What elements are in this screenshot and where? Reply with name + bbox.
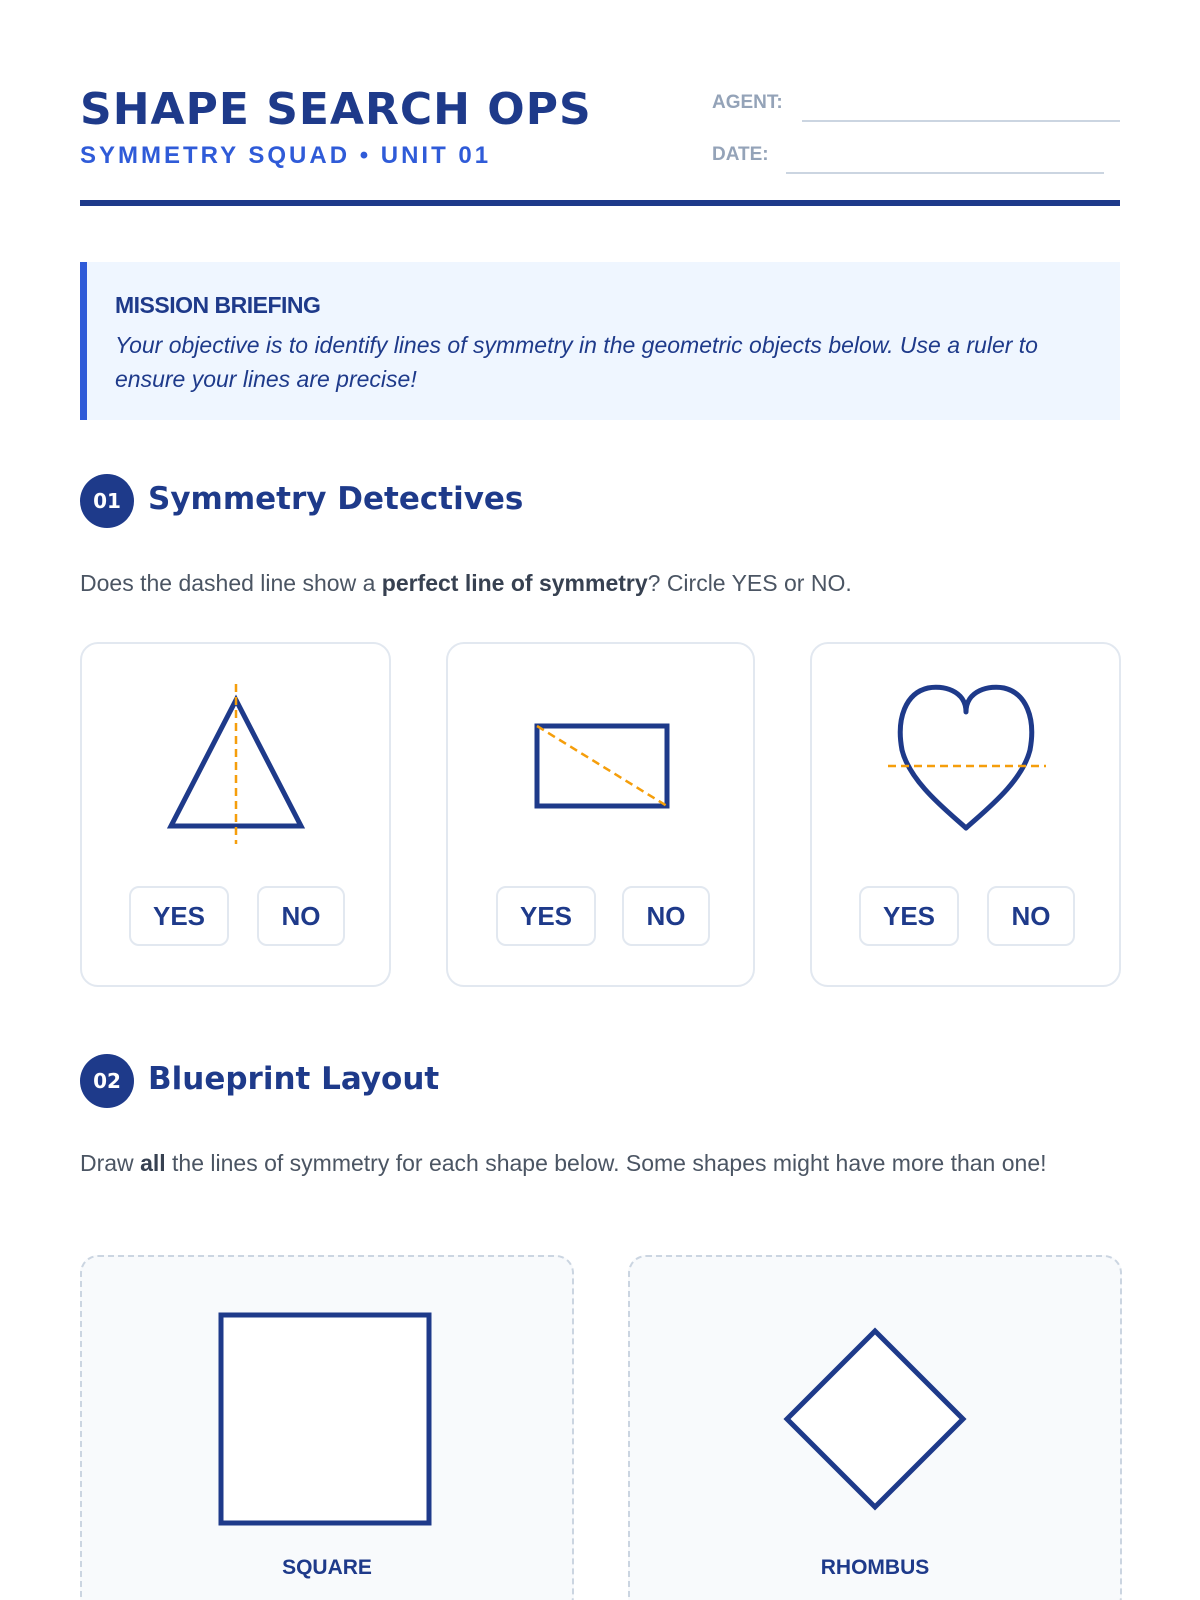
agent-label: AGENT: bbox=[712, 92, 783, 113]
yes-button[interactable]: YES bbox=[859, 886, 959, 946]
rhombus-icon bbox=[765, 1307, 985, 1527]
triangle-icon bbox=[136, 680, 336, 860]
yes-button[interactable]: YES bbox=[129, 886, 229, 946]
no-button[interactable]: NO bbox=[987, 886, 1075, 946]
date-label: DATE: bbox=[712, 144, 769, 165]
section-1-title: Symmetry Detectives bbox=[148, 481, 524, 517]
yes-button[interactable]: YES bbox=[496, 886, 596, 946]
worksheet-title: SHAPE SEARCH OPS bbox=[80, 84, 592, 135]
section-1-instructions: Does the dashed line show a perfect line of symmetry? Circle YES or NO. bbox=[80, 570, 852, 596]
date-field[interactable] bbox=[712, 136, 1120, 176]
shape-label-rhombus: RHOMBUS bbox=[820, 1556, 930, 1579]
instruction-emphasis: perfect line of symmetry bbox=[381, 570, 648, 596]
worksheet-header bbox=[80, 80, 1120, 206]
agent-write-line[interactable] bbox=[802, 120, 1120, 122]
no-button[interactable]: NO bbox=[622, 886, 710, 946]
briefing-text: Your objective is to identify lines of symmetry in the geometric objects below. Use a ruler to ensure your lines are precise! bbox=[115, 332, 1038, 392]
blueprint-rhombus-panel[interactable] bbox=[628, 1255, 1122, 1600]
heart-icon bbox=[866, 680, 1066, 860]
section-2-heading bbox=[80, 1054, 880, 1108]
section-1-number-badge: 01 bbox=[80, 474, 134, 528]
section-2-number-badge: 02 bbox=[80, 1054, 134, 1108]
section-1-heading bbox=[80, 474, 880, 528]
dashed-symmetry-line bbox=[537, 726, 667, 806]
rectangle-icon bbox=[501, 680, 701, 860]
symmetry-card-rectangle bbox=[446, 642, 755, 987]
section-2-instructions: Draw all the lines of symmetry for each shape below. Some shapes might have more than one! bbox=[80, 1150, 1047, 1176]
instruction-emphasis: all bbox=[140, 1150, 166, 1176]
agent-field[interactable] bbox=[712, 84, 1120, 124]
no-button[interactable]: NO bbox=[257, 886, 345, 946]
symmetry-card-heart bbox=[810, 642, 1121, 987]
briefing-title: MISSION BRIEFING bbox=[115, 292, 321, 318]
blueprint-square-panel[interactable] bbox=[80, 1255, 574, 1600]
mission-briefing bbox=[80, 262, 1120, 420]
date-write-line[interactable] bbox=[786, 172, 1104, 174]
symmetry-card-triangle bbox=[80, 642, 391, 987]
worksheet-subtitle: SYMMETRY SQUAD • UNIT 01 bbox=[80, 142, 492, 169]
shape-label-square: SQUARE bbox=[282, 1556, 372, 1579]
square-icon bbox=[217, 1307, 437, 1527]
section-2-title: Blueprint Layout bbox=[148, 1061, 440, 1097]
